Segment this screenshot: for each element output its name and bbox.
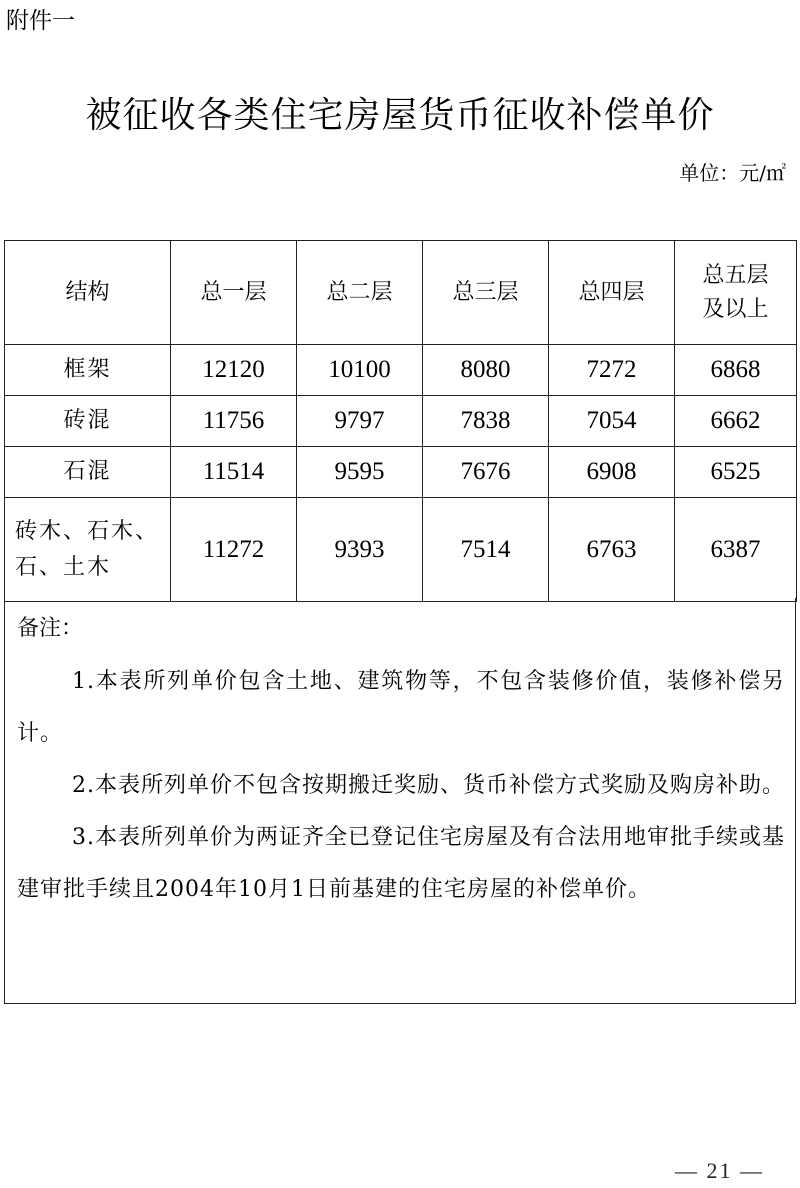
table-cell: 6387 [675,498,797,602]
table-header-row [5,241,797,345]
table-cell: 6908 [549,447,675,498]
table-row [5,396,797,447]
col-header-floor3: 总三层 [423,241,549,345]
row-structure: 石混 [5,447,171,498]
table-cell: 7272 [549,345,675,396]
table-cell: 9797 [297,396,423,447]
table-cell: 6868 [675,345,797,396]
table-cell: 10100 [297,345,423,396]
table-cell: 6763 [549,498,675,602]
table-cell: 11756 [171,396,297,447]
table-cell: 11272 [171,498,297,602]
col-header-floor1: 总一层 [171,241,297,345]
col-header-floor5-plus [675,241,797,345]
document-title: 被征收各类住宅房屋货币征收补偿单价 [85,95,715,136]
table-cell: 8080 [423,345,549,396]
table-cell: 9393 [297,498,423,602]
notes-label: 备注： [17,616,84,641]
row-structure-line1: 砖木、石木、 [15,518,160,544]
table-row [5,498,797,602]
col-header-floor5-line2: 及以上 [702,296,769,322]
col-header-floor5-line1: 总五层 [702,262,769,288]
note-item-2: 2.本表所列单价不包含按期搬迁奖励、货币补偿方式奖励及购房补助。 [72,773,785,798]
table-cell: 7676 [423,447,549,498]
row-structure-line2: 石、土木 [15,554,112,580]
table-cell: 7838 [423,396,549,447]
page-number: — 21 — [675,1158,764,1183]
row-structure [5,498,171,602]
table-cell: 9595 [297,447,423,498]
notes-section [4,598,796,1004]
table-cell: 12120 [171,345,297,396]
attachment-label: 附件一 [6,8,75,34]
col-header-structure: 结构 [5,241,171,345]
table-cell: 6525 [675,447,797,498]
table-row [5,345,797,396]
table-cell: 6662 [675,396,797,447]
note-item-1: 1.本表所列单价包含土地、建筑物等，不包含装修价值，装修补偿另计。 [17,669,785,746]
note-item-3: 3.本表所列单价为两证齐全已登记住宅房屋及有合法用地审批手续或基建审批手续且2004年10月1日前基建的住宅房屋的补偿单价。 [17,825,785,902]
price-table [4,240,797,602]
table-cell: 7514 [423,498,549,602]
col-header-floor2: 总二层 [297,241,423,345]
col-header-floor4: 总四层 [549,241,675,345]
unit-label: 单位：元/㎡ [679,161,786,185]
table-cell: 7054 [549,396,675,447]
row-structure: 框架 [5,345,171,396]
table-cell: 11514 [171,447,297,498]
table-row [5,447,797,498]
row-structure: 砖混 [5,396,171,447]
